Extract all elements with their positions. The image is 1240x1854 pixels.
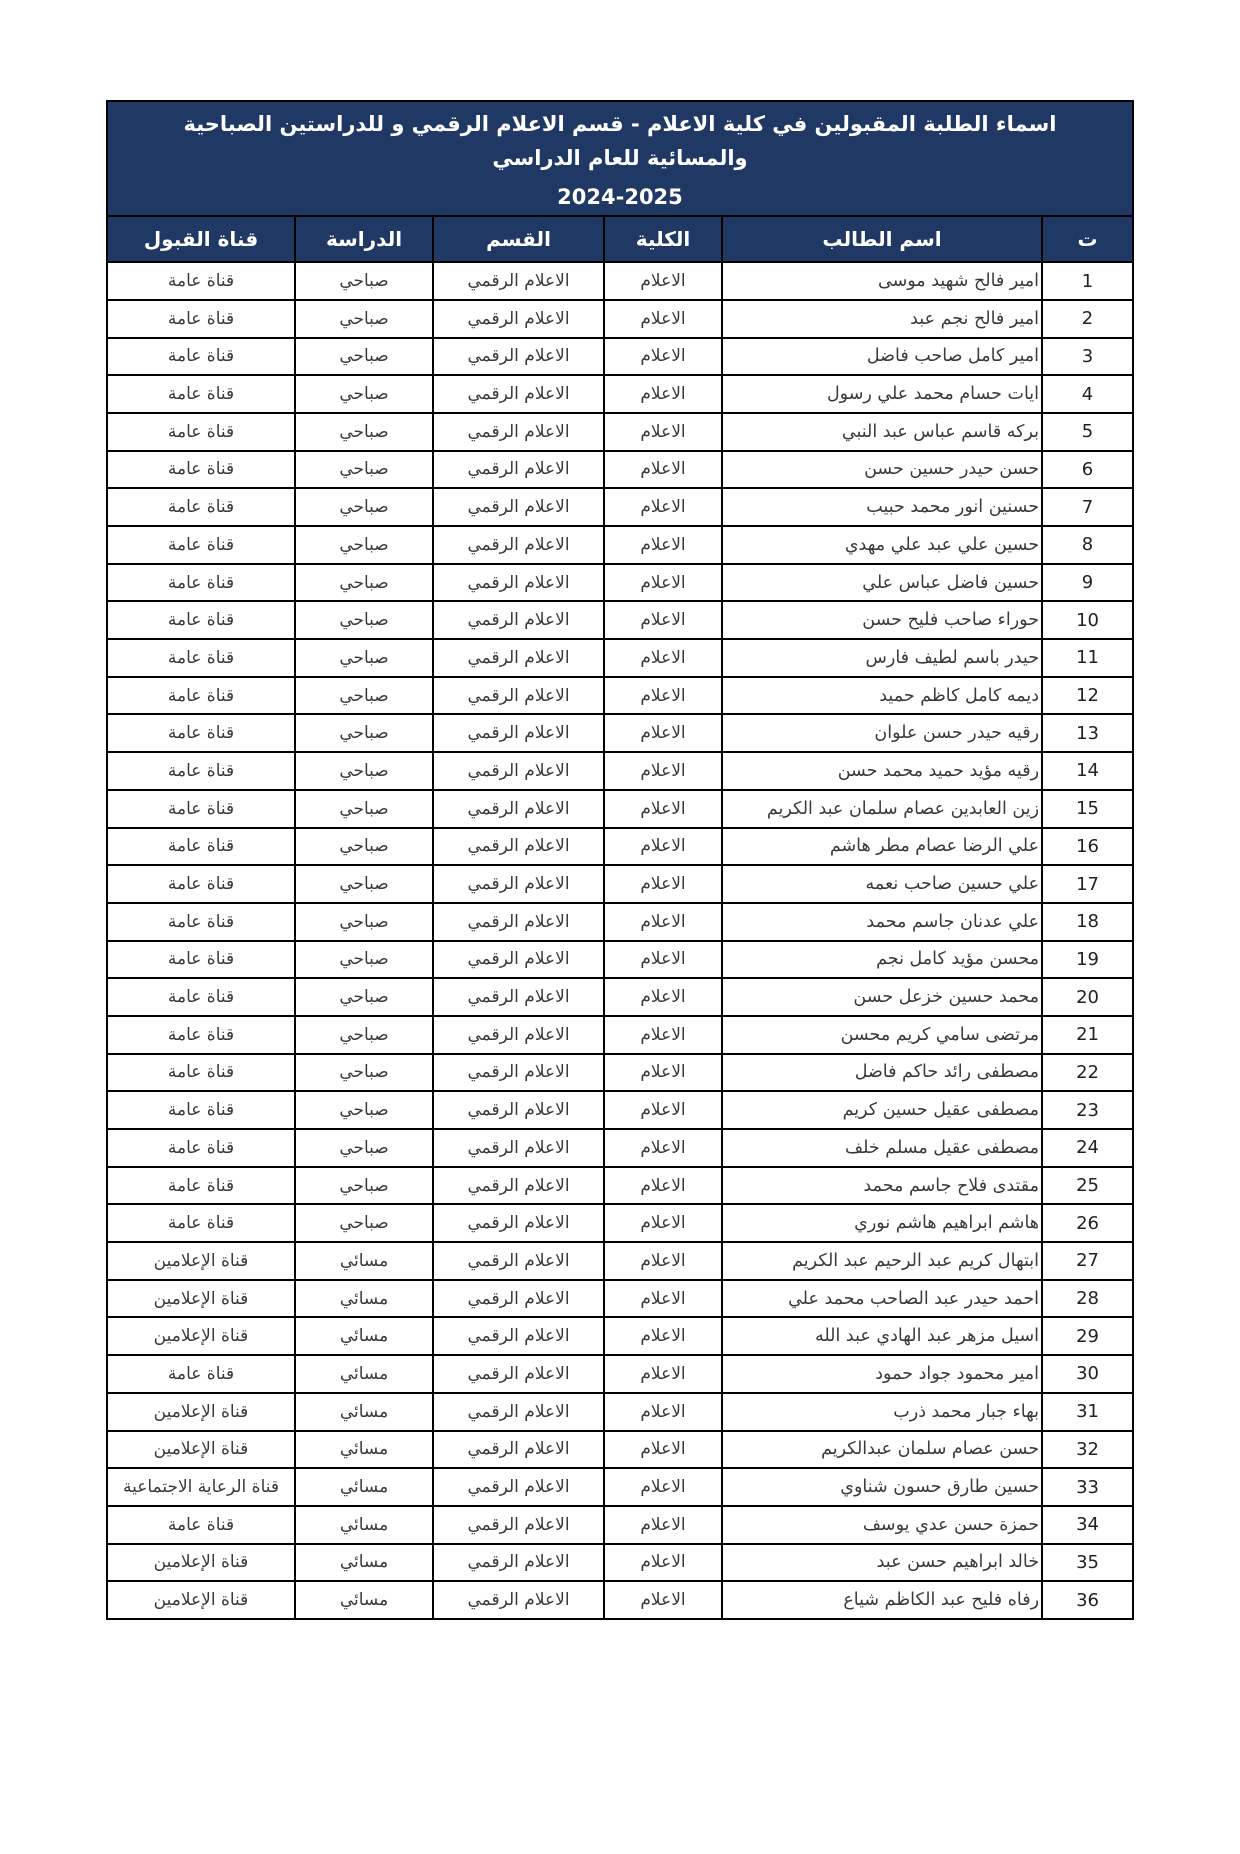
table-row [107,488,1133,526]
student-name-cell: رفاه فليح عبد الكاظم شياع [722,1581,1042,1619]
row-number-cell: 22 [1042,1054,1133,1092]
table-row [107,1242,1133,1280]
table-row [107,714,1133,752]
table-row [107,1431,1133,1469]
column-header-row [107,216,1133,262]
college-cell: الاعلام [604,639,722,677]
channel-cell: قناة عامة [107,978,295,1016]
table-row [107,978,1133,1016]
channel-cell: قناة عامة [107,677,295,715]
row-number-cell: 15 [1042,790,1133,828]
channel-cell: قناة عامة [107,413,295,451]
student-name-cell: حمزة حسن عدي يوسف [722,1506,1042,1544]
college-cell: الاعلام [604,1431,722,1469]
study-cell: صباحي [295,865,433,903]
college-cell: الاعلام [604,1242,722,1280]
row-number-cell: 4 [1042,375,1133,413]
row-number-cell: 1 [1042,262,1133,300]
study-cell: مسائي [295,1242,433,1280]
college-cell: الاعلام [604,451,722,489]
student-name-cell: مرتضى سامي كريم محسن [722,1016,1042,1054]
channel-cell: قناة عامة [107,601,295,639]
student-name-cell: ايات حسام محمد علي رسول [722,375,1042,413]
study-cell: مسائي [295,1468,433,1506]
study-cell: صباحي [295,413,433,451]
table-row [107,1167,1133,1205]
student-name-cell: اسيل مزهر عبد الهادي عبد الله [722,1317,1042,1355]
row-number-cell: 29 [1042,1317,1133,1355]
channel-cell: قناة عامة [107,300,295,338]
table-row [107,865,1133,903]
study-cell: صباحي [295,451,433,489]
college-cell: الاعلام [604,941,722,979]
study-cell: صباحي [295,375,433,413]
row-number-cell: 11 [1042,639,1133,677]
table-row [107,1393,1133,1431]
channel-cell: قناة عامة [107,790,295,828]
channel-cell: قناة عامة [107,1355,295,1393]
study-cell: مسائي [295,1506,433,1544]
row-number-cell: 18 [1042,903,1133,941]
study-cell: صباحي [295,1016,433,1054]
row-number-cell: 16 [1042,828,1133,866]
student-name-cell: مصطفى رائد حاكم فاضل [722,1054,1042,1092]
table-row [107,1355,1133,1393]
college-cell: الاعلام [604,828,722,866]
student-name-cell: هاشم ابراهيم هاشم نوري [722,1204,1042,1242]
row-number-cell: 3 [1042,338,1133,376]
study-cell: مسائي [295,1280,433,1318]
row-number-cell: 36 [1042,1581,1133,1619]
student-name-cell: محمد حسين خزعل حسن [722,978,1042,1016]
department-cell: الاعلام الرقمي [433,1544,604,1582]
channel-cell: قناة عامة [107,714,295,752]
department-cell: الاعلام الرقمي [433,1280,604,1318]
table-row [107,451,1133,489]
table-row [107,752,1133,790]
table-row [107,1581,1133,1619]
student-name-cell: بهاء جبار محمد ذرب [722,1393,1042,1431]
college-cell: الاعلام [604,978,722,1016]
row-number-cell: 34 [1042,1506,1133,1544]
department-cell: الاعلام الرقمي [433,1242,604,1280]
student-name-cell: ديمه كامل كاظم حميد [722,677,1042,715]
department-cell: الاعلام الرقمي [433,1129,604,1167]
row-number-cell: 12 [1042,677,1133,715]
student-name-cell: امير محمود جواد حمود [722,1355,1042,1393]
channel-cell: قناة عامة [107,338,295,376]
college-cell: الاعلام [604,1544,722,1582]
channel-cell: قناة الإعلامين [107,1431,295,1469]
department-cell: الاعلام الرقمي [433,677,604,715]
table-row [107,1204,1133,1242]
table-row [107,1506,1133,1544]
student-name-cell: حيدر باسم لطيف فارس [722,639,1042,677]
row-number-cell: 14 [1042,752,1133,790]
column-header-study: الدراسة [295,216,433,262]
channel-cell: قناة عامة [107,1016,295,1054]
student-name-cell: رقيه مؤيد حميد محمد حسن [722,752,1042,790]
college-cell: الاعلام [604,752,722,790]
study-cell: صباحي [295,488,433,526]
study-cell: صباحي [295,262,433,300]
student-name-cell: حوراء صاحب فليح حسن [722,601,1042,639]
row-number-cell: 27 [1042,1242,1133,1280]
channel-cell: قناة الإعلامين [107,1544,295,1582]
student-name-cell: ابتهال كريم عبد الرحيم عبد الكريم [722,1242,1042,1280]
student-name-cell: علي الرضا عصام مطر هاشم [722,828,1042,866]
table-row [107,262,1133,300]
table-row [107,1016,1133,1054]
study-cell: صباحي [295,338,433,376]
channel-cell: قناة عامة [107,1167,295,1205]
row-number-cell: 13 [1042,714,1133,752]
study-cell: صباحي [295,978,433,1016]
channel-cell: قناة الإعلامين [107,1393,295,1431]
college-cell: الاعلام [604,1204,722,1242]
row-number-cell: 7 [1042,488,1133,526]
column-header-no: ت [1042,216,1133,262]
college-cell: الاعلام [604,526,722,564]
department-cell: الاعلام الرقمي [433,1317,604,1355]
table-row [107,828,1133,866]
student-name-cell: امير فالح شهيد موسى [722,262,1042,300]
college-cell: الاعلام [604,262,722,300]
college-cell: الاعلام [604,338,722,376]
table-row [107,639,1133,677]
row-number-cell: 6 [1042,451,1133,489]
column-header-name: اسم الطالب [722,216,1042,262]
college-cell: الاعلام [604,1167,722,1205]
academic-year: 2024-2025 [557,185,683,210]
college-cell: الاعلام [604,1091,722,1129]
college-cell: الاعلام [604,375,722,413]
table-row [107,375,1133,413]
table-row [107,903,1133,941]
row-number-cell: 8 [1042,526,1133,564]
study-cell: صباحي [295,1204,433,1242]
college-cell: الاعلام [604,1581,722,1619]
column-header-channel: قناة القبول [107,216,295,262]
table-row [107,413,1133,451]
department-cell: الاعلام الرقمي [433,752,604,790]
department-cell: الاعلام الرقمي [433,413,604,451]
department-cell: الاعلام الرقمي [433,1393,604,1431]
row-number-cell: 19 [1042,941,1133,979]
channel-cell: قناة الإعلامين [107,1581,295,1619]
channel-cell: قناة عامة [107,1091,295,1129]
study-cell: مسائي [295,1393,433,1431]
student-name-cell: محسن مؤيد كامل نجم [722,941,1042,979]
student-name-cell: احمد حيدر عبد الصاحب محمد علي [722,1280,1042,1318]
channel-cell: قناة عامة [107,526,295,564]
department-cell: الاعلام الرقمي [433,1468,604,1506]
student-name-cell: علي حسين صاحب نعمه [722,865,1042,903]
study-cell: صباحي [295,601,433,639]
department-cell: الاعلام الرقمي [433,1167,604,1205]
study-cell: صباحي [295,564,433,602]
college-cell: الاعلام [604,413,722,451]
student-name-cell: مقتدى فلاح جاسم محمد [722,1167,1042,1205]
study-cell: صباحي [295,1129,433,1167]
channel-cell: قناة عامة [107,262,295,300]
department-cell: الاعلام الرقمي [433,300,604,338]
college-cell: الاعلام [604,1016,722,1054]
channel-cell: قناة عامة [107,564,295,602]
table-row [107,1317,1133,1355]
document-title [107,101,1133,216]
department-cell: الاعلام الرقمي [433,1431,604,1469]
channel-cell: قناة عامة [107,451,295,489]
student-name-cell: زين العابدين عصام سلمان عبد الكريم [722,790,1042,828]
table-row [107,1280,1133,1318]
student-name-cell: حسين علي عبد علي مهدي [722,526,1042,564]
row-number-cell: 23 [1042,1091,1133,1129]
table-row [107,300,1133,338]
row-number-cell: 9 [1042,564,1133,602]
study-cell: صباحي [295,1091,433,1129]
table-row [107,790,1133,828]
college-cell: الاعلام [604,601,722,639]
table-row [107,564,1133,602]
college-cell: الاعلام [604,488,722,526]
college-cell: الاعلام [604,865,722,903]
college-cell: الاعلام [604,564,722,602]
college-cell: الاعلام [604,903,722,941]
department-cell: الاعلام الرقمي [433,1091,604,1129]
department-cell: الاعلام الرقمي [433,1581,604,1619]
row-number-cell: 5 [1042,413,1133,451]
column-header-college: الكلية [604,216,722,262]
table-row [107,941,1133,979]
table-row [107,526,1133,564]
student-name-cell: حسن عصام سلمان عبدالكريم [722,1431,1042,1469]
channel-cell: قناة عامة [107,488,295,526]
college-cell: الاعلام [604,1355,722,1393]
channel-cell: قناة الرعاية الاجتماعية [107,1468,295,1506]
row-number-cell: 33 [1042,1468,1133,1506]
study-cell: صباحي [295,639,433,677]
department-cell: الاعلام الرقمي [433,338,604,376]
row-number-cell: 2 [1042,300,1133,338]
study-cell: صباحي [295,752,433,790]
row-number-cell: 31 [1042,1393,1133,1431]
department-cell: الاعلام الرقمي [433,451,604,489]
student-name-cell: حسين طارق حسون شناوي [722,1468,1042,1506]
student-name-cell: حسن حيدر حسين حسن [722,451,1042,489]
study-cell: مسائي [295,1544,433,1582]
channel-cell: قناة عامة [107,903,295,941]
row-number-cell: 10 [1042,601,1133,639]
college-cell: الاعلام [604,1506,722,1544]
department-cell: الاعلام الرقمي [433,262,604,300]
college-cell: الاعلام [604,300,722,338]
channel-cell: قناة عامة [107,1506,295,1544]
department-cell: الاعلام الرقمي [433,564,604,602]
college-cell: الاعلام [604,790,722,828]
study-cell: صباحي [295,903,433,941]
study-cell: صباحي [295,714,433,752]
department-cell: الاعلام الرقمي [433,714,604,752]
department-cell: الاعلام الرقمي [433,1506,604,1544]
channel-cell: قناة عامة [107,828,295,866]
department-cell: الاعلام الرقمي [433,601,604,639]
row-number-cell: 28 [1042,1280,1133,1318]
channel-cell: قناة عامة [107,865,295,903]
row-number-cell: 30 [1042,1355,1133,1393]
study-cell: صباحي [295,790,433,828]
accepted-students-table [106,100,1134,1620]
table-row [107,601,1133,639]
department-cell: الاعلام الرقمي [433,639,604,677]
college-cell: الاعلام [604,1054,722,1092]
table-row [107,1544,1133,1582]
study-cell: صباحي [295,1167,433,1205]
department-cell: الاعلام الرقمي [433,903,604,941]
study-cell: صباحي [295,941,433,979]
student-name-cell: خالد ابراهيم حسن عبد [722,1544,1042,1582]
row-number-cell: 20 [1042,978,1133,1016]
row-number-cell: 21 [1042,1016,1133,1054]
channel-cell: قناة عامة [107,1054,295,1092]
row-number-cell: 25 [1042,1167,1133,1205]
study-cell: صباحي [295,1054,433,1092]
department-cell: الاعلام الرقمي [433,941,604,979]
college-cell: الاعلام [604,1129,722,1167]
department-cell: الاعلام الرقمي [433,1016,604,1054]
channel-cell: قناة عامة [107,1129,295,1167]
study-cell: صباحي [295,526,433,564]
department-cell: الاعلام الرقمي [433,865,604,903]
channel-cell: قناة عامة [107,752,295,790]
department-cell: الاعلام الرقمي [433,1204,604,1242]
document-title-text: اسماء الطلبة المقبولين في كلية الاعلام - قسم الاعلام الرقمي و للدراستين الصباحية والمسائية للعام الدراسي [183,112,1057,170]
channel-cell: قناة عامة [107,375,295,413]
channel-cell: قناة الإعلامين [107,1280,295,1318]
college-cell: الاعلام [604,1317,722,1355]
study-cell: صباحي [295,677,433,715]
student-name-cell: رقيه حيدر حسن علوان [722,714,1042,752]
study-cell: مسائي [295,1355,433,1393]
department-cell: الاعلام الرقمي [433,828,604,866]
college-cell: الاعلام [604,714,722,752]
department-cell: الاعلام الرقمي [433,488,604,526]
channel-cell: قناة عامة [107,639,295,677]
student-name-cell: امير كامل صاحب فاضل [722,338,1042,376]
study-cell: مسائي [295,1431,433,1469]
study-cell: صباحي [295,828,433,866]
study-cell: مسائي [295,1317,433,1355]
row-number-cell: 35 [1042,1544,1133,1582]
department-cell: الاعلام الرقمي [433,526,604,564]
student-name-cell: علي عدنان جاسم محمد [722,903,1042,941]
row-number-cell: 17 [1042,865,1133,903]
table-row [107,1054,1133,1092]
channel-cell: قناة عامة [107,941,295,979]
study-cell: مسائي [295,1581,433,1619]
table-row [107,1091,1133,1129]
channel-cell: قناة الإعلامين [107,1317,295,1355]
department-cell: الاعلام الرقمي [433,1355,604,1393]
college-cell: الاعلام [604,1393,722,1431]
college-cell: الاعلام [604,1468,722,1506]
student-table-body [107,262,1133,1619]
table-row [107,677,1133,715]
college-cell: الاعلام [604,1280,722,1318]
department-cell: الاعلام الرقمي [433,1054,604,1092]
college-cell: الاعلام [604,677,722,715]
student-name-cell: امير فالح نجم عبد [722,300,1042,338]
table-row [107,1468,1133,1506]
student-name-cell: مصطفى عقيل مسلم خلف [722,1129,1042,1167]
student-name-cell: حسنين انور محمد حبيب [722,488,1042,526]
department-cell: الاعلام الرقمي [433,978,604,1016]
channel-cell: قناة عامة [107,1204,295,1242]
column-header-department: القسم [433,216,604,262]
student-name-cell: بركه قاسم عباس عبد النبي [722,413,1042,451]
row-number-cell: 24 [1042,1129,1133,1167]
table-row [107,1129,1133,1167]
row-number-cell: 32 [1042,1431,1133,1469]
department-cell: الاعلام الرقمي [433,375,604,413]
title-row [107,101,1133,216]
channel-cell: قناة الإعلامين [107,1242,295,1280]
table-row [107,338,1133,376]
department-cell: الاعلام الرقمي [433,790,604,828]
study-cell: صباحي [295,300,433,338]
row-number-cell: 26 [1042,1204,1133,1242]
student-name-cell: مصطفى عقيل حسين كريم [722,1091,1042,1129]
student-name-cell: حسين فاضل عباس علي [722,564,1042,602]
